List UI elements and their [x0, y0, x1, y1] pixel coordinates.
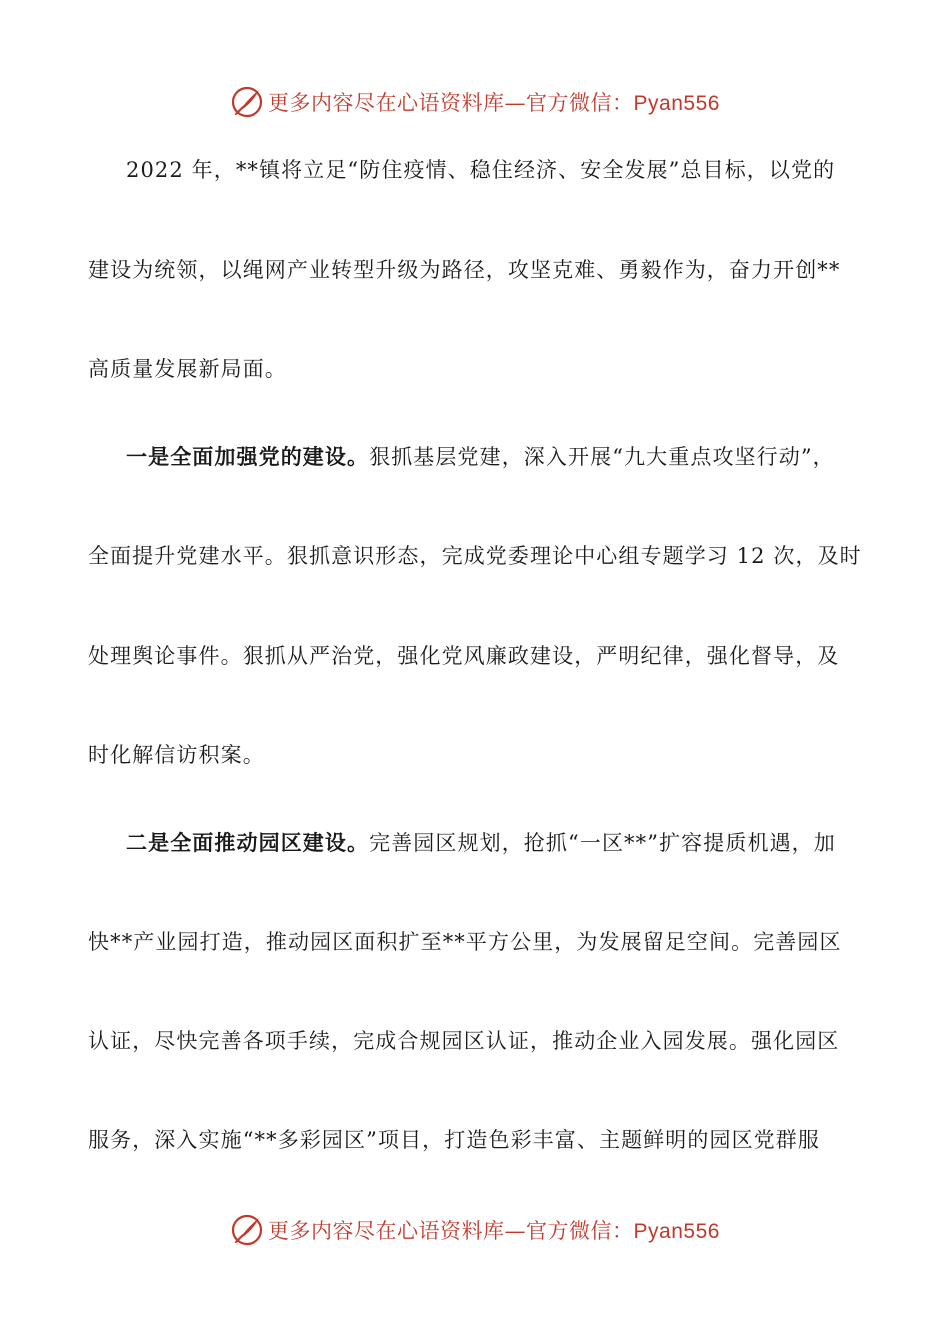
banner-main-text: 更多内容尽在心语资料库—官方微信： — [268, 1219, 634, 1243]
section2-first-text: 完善园区规划，抢抓“一区**”扩容提质机遇，加 — [369, 831, 836, 855]
banner-text — [268, 1215, 720, 1245]
section1-line-3: 处理舆论事件。狠抓从严治党，强化党风廉政建设，严明纪律，强化督导，及 — [88, 644, 840, 668]
header-banner — [0, 80, 950, 124]
section1-first-line — [126, 437, 868, 477]
section2-line-3: 认证，尽快完善各项手续，完成合规园区认证，推动企业入园发展。强化园区 — [88, 1029, 840, 1053]
intro-line-1: 2022 年，**镇将立足“防住疫情、稳住经济、安全发展”总目标，以党的 — [126, 158, 836, 182]
section1-first-text: 狠抓基层党建，深入开展“九大重点攻坚行动”， — [369, 445, 835, 469]
intro-line-2: 建设为统领，以绳网产业转型升级为路径，攻坚克难、勇毅作为，奋力开创** — [88, 258, 841, 282]
section2-line-4: 服务，深入实施“**多彩园区”项目，打造色彩丰富、主题鲜明的园区党群服 — [88, 1128, 820, 1152]
section2-line-2: 快**产业园打造，推动园区面积扩至**平方公里，为发展留足空间。完善园区 — [88, 930, 842, 954]
intro-line-3: 高质量发展新局面。 — [88, 357, 287, 381]
section2-first-line — [126, 823, 868, 863]
banner-wechat-id: Pyan556 — [633, 1220, 720, 1243]
section1-line-2: 全面提升党建水平。狠抓意识形态，完成党委理论中心组专题学习 12 次，及时 — [88, 544, 862, 568]
section1-line-4: 时化解信访积案。 — [88, 743, 265, 767]
banner-main-text: 更多内容尽在心语资料库—官方微信： — [268, 91, 634, 115]
feather-pen-logo-icon — [230, 85, 264, 119]
banner-wechat-id: Pyan556 — [633, 92, 720, 115]
section1-heading: 一是全面加强党的建设。 — [126, 445, 370, 469]
footer-banner — [0, 1208, 950, 1252]
feather-pen-logo-icon — [230, 1213, 264, 1247]
section2-heading: 二是全面推动园区建设。 — [126, 831, 370, 855]
banner-text — [268, 87, 720, 117]
